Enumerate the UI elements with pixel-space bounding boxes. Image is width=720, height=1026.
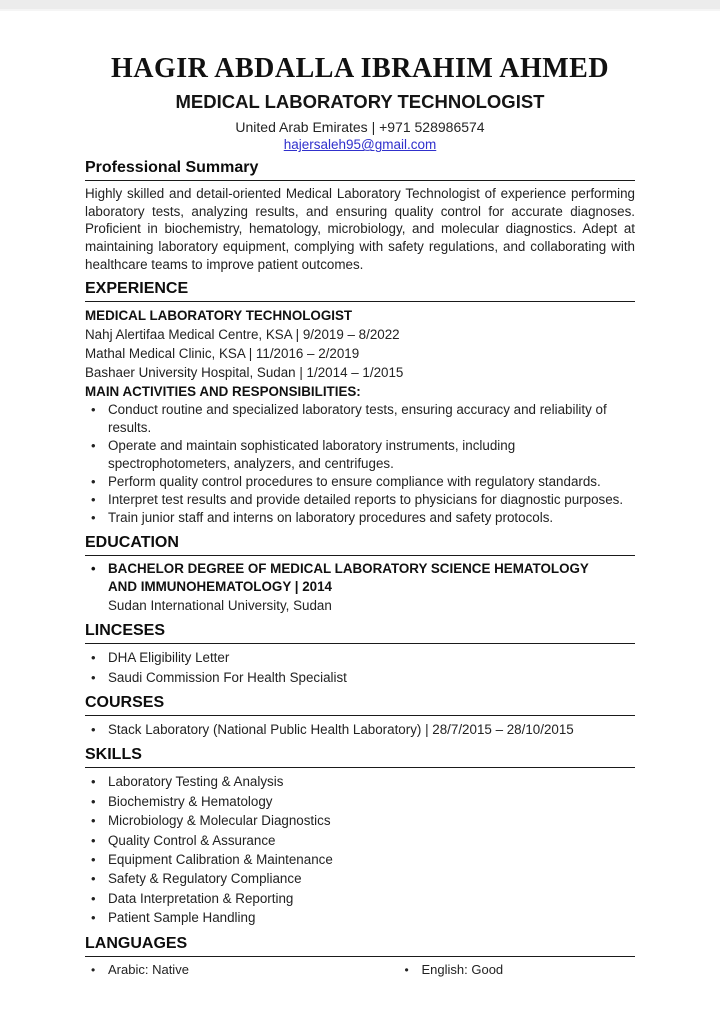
licenses-list <box>85 648 635 687</box>
bullet-icon <box>91 792 96 811</box>
skills-list <box>85 772 635 927</box>
section-heading-courses: COURSES <box>85 694 635 716</box>
bullet-icon <box>91 491 96 509</box>
resume-sheet <box>85 11 635 979</box>
list-item-text: Microbiology & Molecular Diagnostics <box>108 813 331 829</box>
section-heading-education: EDUCATION <box>85 534 635 556</box>
language-text: Arabic: Native <box>108 961 189 977</box>
list-item <box>85 720 635 739</box>
list-item <box>85 908 635 927</box>
list-item <box>85 668 635 687</box>
bullet-icon <box>91 831 96 850</box>
list-item <box>85 437 635 473</box>
list-item-text: Quality Control & Assurance <box>108 832 276 848</box>
candidate-job-title: MEDICAL LABORATORY TECHNOLOGIST <box>175 91 545 113</box>
responsibilities-list <box>85 401 635 527</box>
bullet-icon <box>91 437 96 455</box>
summary-paragraph: Highly skilled and detail-oriented Medical Laboratory Technologist of experience performing laboratory tests, analyzing results, and ensuring quality control for accurate diagnoses. Proficient in biochemistry, hematology, microbiology, and molecular diagnostics. Adept at maintaining laboratory equipment, complying with safety regulations, and collaborating with healthcare teams to improve patient outcomes. <box>85 186 635 272</box>
list-item <box>85 831 635 850</box>
university-name: Sudan International University, Sudan <box>108 598 332 614</box>
list-item-text: Saudi Commission For Health Specialist <box>108 669 347 685</box>
contact-line: United Arab Emirates | +971 528986574 <box>235 119 485 136</box>
scan-edge-strip <box>0 0 720 11</box>
responsibilities-heading: MAIN ACTIVITIES AND RESPONSIBILITIES: <box>85 384 361 400</box>
bullet-icon <box>91 772 96 791</box>
list-item-text: Laboratory Testing & Analysis <box>108 774 284 790</box>
bullet-icon <box>91 668 96 687</box>
list-item <box>85 509 635 527</box>
list-item <box>85 491 635 509</box>
list-item <box>85 648 635 667</box>
bullet-icon <box>91 811 96 830</box>
email-row <box>85 137 635 152</box>
bullet-icon <box>405 961 409 979</box>
list-item-text: Perform quality control procedures to ensure compliance with regulatory standards. <box>108 474 601 490</box>
section-languages <box>85 935 635 979</box>
list-item-text: Stack Laboratory (National Public Health Laboratory) | 28/7/2015 – 28/10/2015 <box>108 721 574 737</box>
section-professional-summary <box>85 159 635 273</box>
list-item-text: Data Interpretation & Reporting <box>108 890 294 906</box>
list-item-text: Operate and maintain sophisticated laboratory instruments, including spectrophotometers, analyzers, and centrifuges. <box>108 438 516 472</box>
list-item-text: Patient Sample Handling <box>108 910 256 926</box>
list-item-text: Safety & Regulatory Compliance <box>108 871 302 887</box>
list-item <box>85 401 635 437</box>
section-heading-professional-summary: Professional Summary <box>85 159 635 181</box>
degree-title: BACHELOR DEGREE OF MEDICAL LABORATORY SCIENCE HEMATOLOGY AND IMMUNOHEMATOLOGY | 2014 <box>108 561 589 595</box>
language-item <box>399 961 504 979</box>
section-heading-experience: EXPERIENCE <box>85 280 635 302</box>
experience-position: Nahj Alertifaa Medical Centre, KSA | 9/2019 – 8/2022 <box>85 327 400 343</box>
bullet-icon <box>91 961 95 979</box>
list-item <box>85 772 635 791</box>
email-link[interactable]: hajersaleh95@gmail.com <box>283 137 437 153</box>
list-item <box>85 811 635 830</box>
list-item <box>85 850 635 869</box>
section-heading-languages: LANGUAGES <box>85 935 635 957</box>
bullet-icon <box>91 509 96 527</box>
section-experience <box>85 280 635 527</box>
resume-header <box>85 53 635 152</box>
bullet-icon <box>91 889 96 908</box>
list-item <box>85 792 635 811</box>
experience-position: Mathal Medical Clinic, KSA | 11/2016 – 2/2019 <box>85 346 360 362</box>
language-item <box>85 961 399 979</box>
section-courses <box>85 694 635 739</box>
experience-position: Bashaer University Hospital, Sudan | 1/2014 – 1/2015 <box>85 365 404 381</box>
bullet-icon <box>91 473 96 491</box>
bullet-icon <box>91 560 96 578</box>
list-item <box>85 889 635 908</box>
list-item-text: Train junior staff and interns on laboratory procedures and safety protocols. <box>108 510 554 526</box>
bullet-icon <box>91 401 96 419</box>
bullet-icon <box>91 908 96 927</box>
language-text: English: Good <box>421 961 504 977</box>
list-item <box>85 473 635 491</box>
list-item-text: Equipment Calibration & Maintenance <box>108 852 333 867</box>
section-skills <box>85 746 635 927</box>
section-heading-licenses: LINCESES <box>85 622 635 644</box>
list-item <box>85 869 635 888</box>
list-item-text: DHA Eligibility Letter <box>108 650 230 666</box>
section-education <box>85 534 635 615</box>
bullet-icon <box>91 869 96 888</box>
languages-row <box>85 961 635 979</box>
bullet-icon <box>91 850 96 869</box>
section-heading-skills: SKILLS <box>85 746 635 768</box>
list-item-text: Conduct routine and specialized laboratory tests, ensuring accuracy and reliability of results. <box>108 402 607 436</box>
candidate-name: HAGIR ABDALLA IBRAHIM AHMED <box>110 53 610 84</box>
bullet-icon <box>91 720 96 739</box>
bullet-icon <box>91 648 96 667</box>
list-item-text: Interpret test results and provide detailed reports to physicians for diagnostic purposes. <box>108 492 624 508</box>
list-item <box>85 560 635 596</box>
experience-job-title: MEDICAL LABORATORY TECHNOLOGIST <box>85 308 353 324</box>
courses-list <box>85 720 635 739</box>
section-licenses <box>85 622 635 687</box>
list-item-text: Biochemistry & Hematology <box>108 793 273 809</box>
education-list <box>85 560 635 596</box>
